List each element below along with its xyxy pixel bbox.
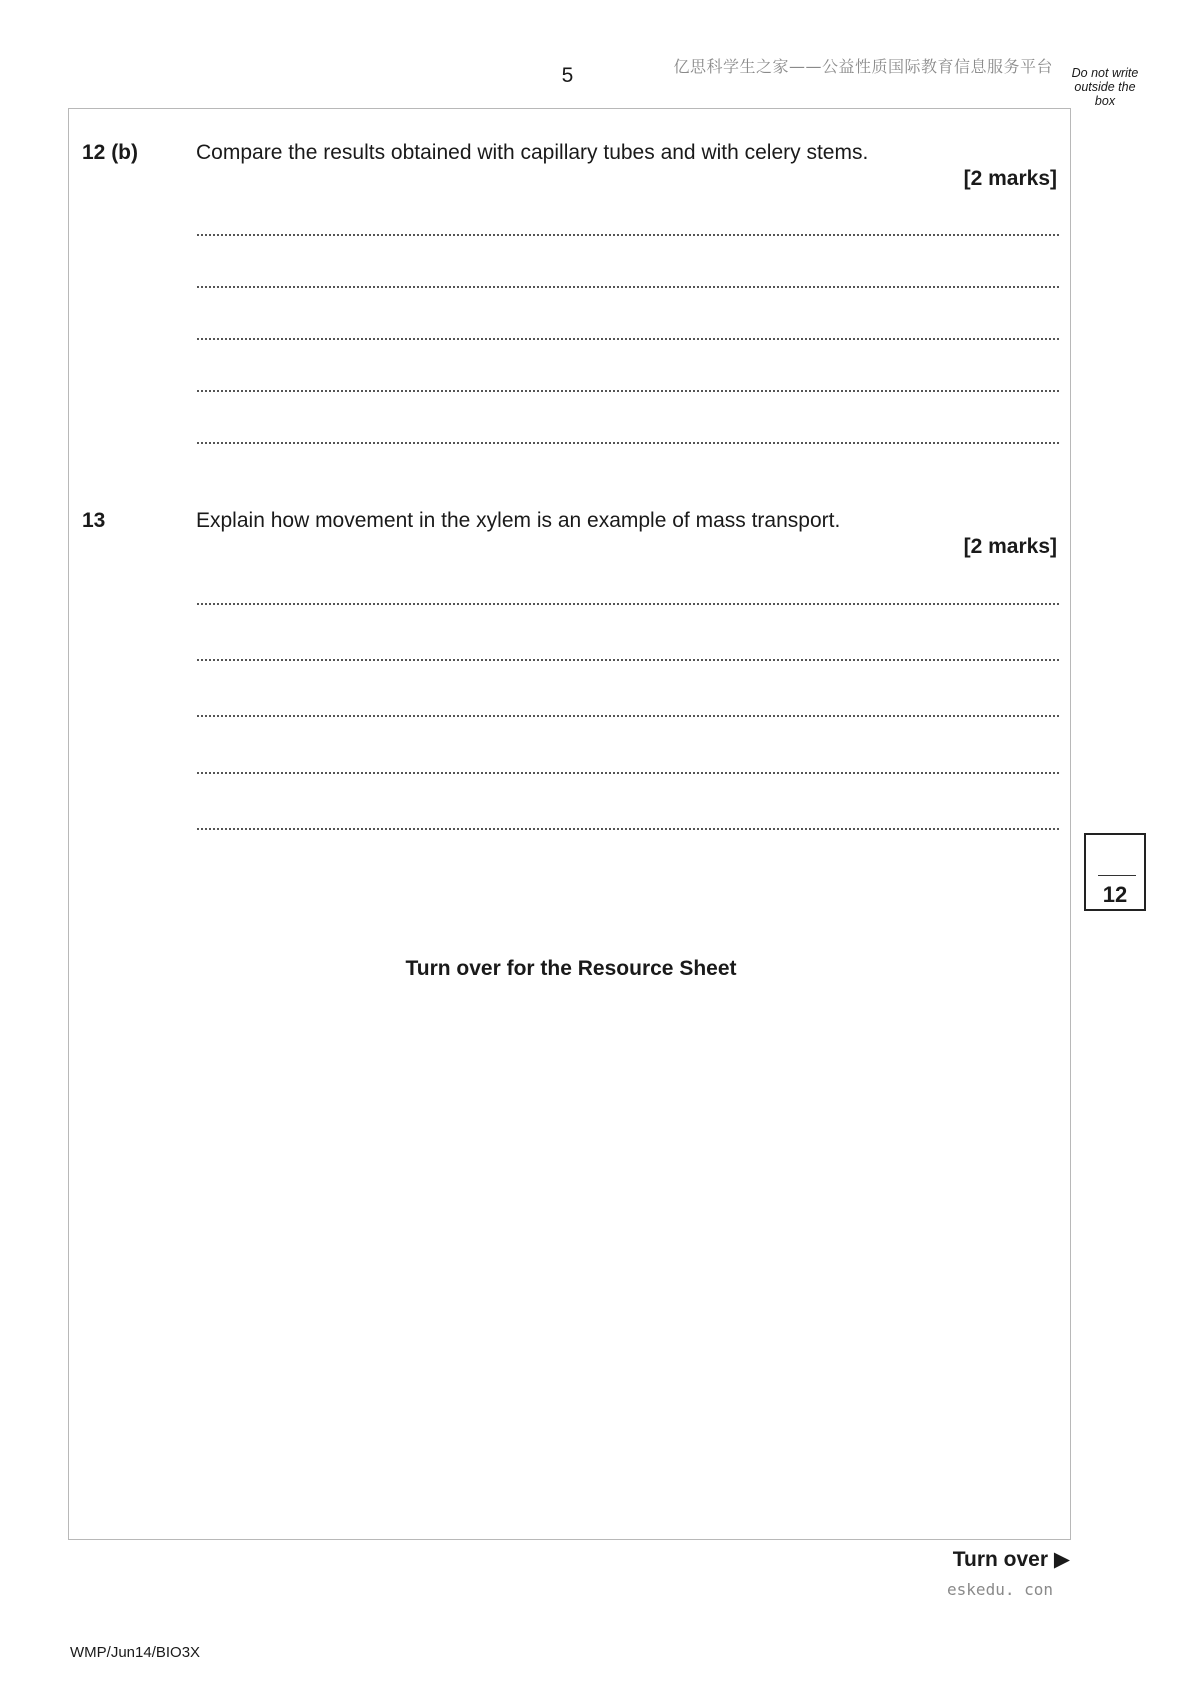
answer-line[interactable] (197, 828, 1059, 830)
site-watermark: eskedu. con (947, 1580, 1053, 1599)
question-text: Explain how movement in the xylem is an example of mass transport. (196, 509, 841, 532)
marks-label: [2 marks] (963, 535, 1057, 558)
answer-line[interactable] (197, 772, 1059, 774)
margin-note: Do not write outside the box (1071, 66, 1139, 108)
answer-line[interactable] (197, 659, 1059, 661)
turn-over-note: Turn over for the Resource Sheet (405, 957, 737, 980)
turn-over-label: Turn over ▶ (952, 1548, 1070, 1571)
answer-line[interactable] (197, 234, 1059, 236)
score-total: 12 (1102, 882, 1128, 907)
question-text: Compare the results obtained with capillary tubes and with celery stems. (196, 141, 869, 164)
score-divider (1098, 875, 1136, 876)
marks-label: [2 marks] (963, 167, 1057, 190)
answer-line[interactable] (197, 442, 1059, 444)
question-number: 13 (82, 509, 106, 532)
question-number: 12 (b) (82, 141, 139, 164)
answer-line[interactable] (197, 286, 1059, 288)
page-number: 5 (561, 64, 574, 87)
answer-line[interactable] (197, 338, 1059, 340)
answer-line[interactable] (197, 715, 1059, 717)
watermark-text: 亿思科学生之家——公益性质国际教育信息服务平台 (673, 57, 1053, 76)
answer-line[interactable] (197, 390, 1059, 392)
answer-area-border (68, 108, 1071, 1540)
score-box (1084, 833, 1146, 911)
answer-line[interactable] (197, 603, 1059, 605)
paper-code: WMP/Jun14/BIO3X (70, 1644, 201, 1661)
